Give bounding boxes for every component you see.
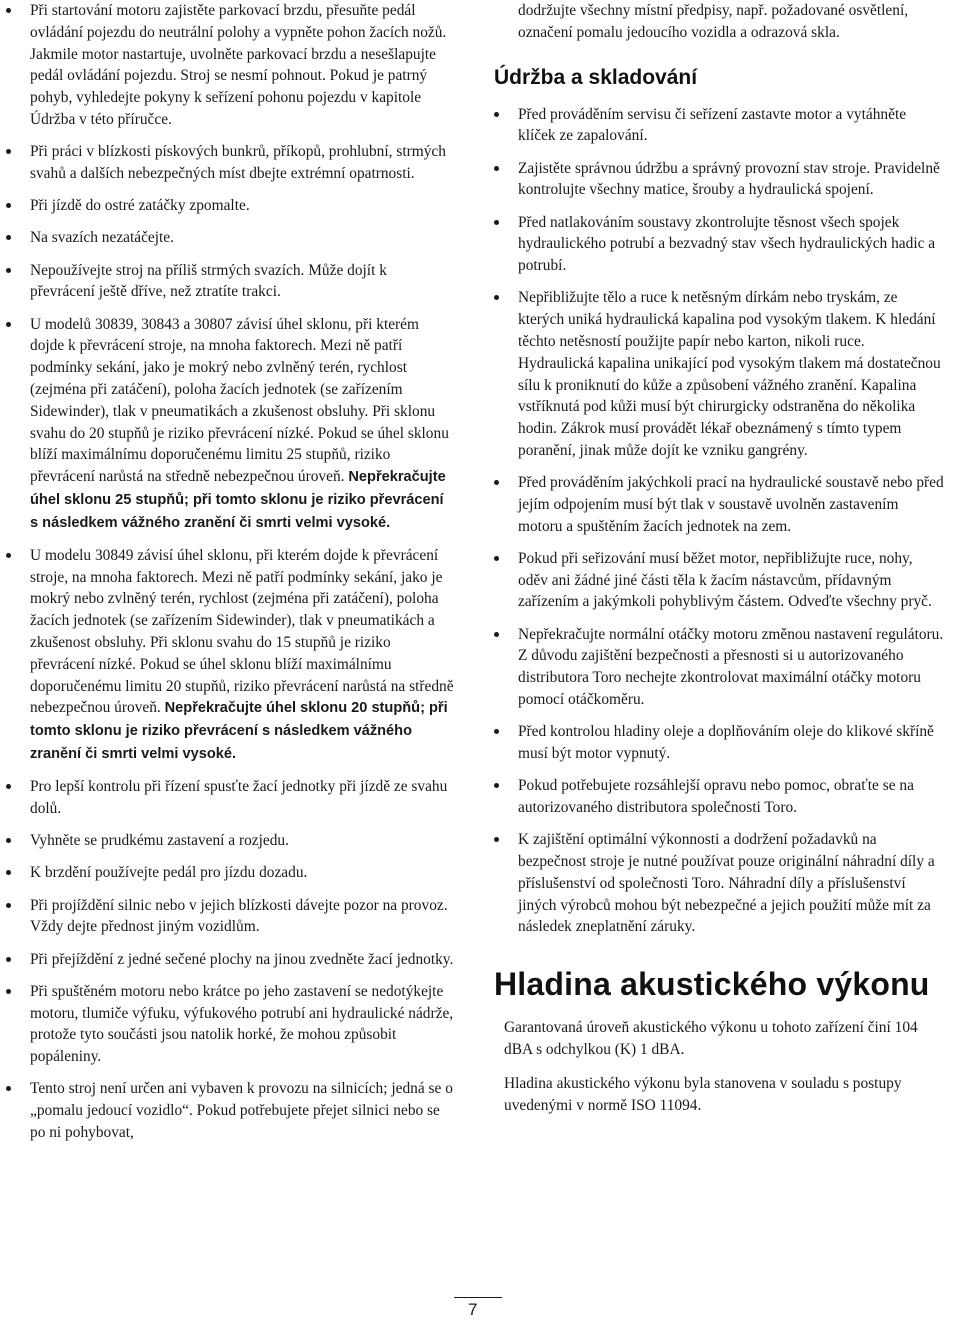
list-item-text: Nepřibližujte tělo a ruce k netěsným dírkám nebo tryskám, ze kterých uniká hydraulická kapalina pod vysokým tlakem. K hledání těchto netěsností použijte papír nebo karton, nikoli ruce. Hydraulická kapalina unikající pod vysokým tlakem má dostatečnou sílu k proniknutí do kůže a způsobení vážného zranění. Kapalina vstříknutá pod kůži musí být chirurgicky odstraněna do několika hodin. Zákrok musí provádět lékař obeznámený s tímto typem poranění, jinak může dojít ke vzniku gangrény. — [518, 289, 941, 459]
list-item-text: Pokud potřebujete rozsáhlejší opravu nebo pomoc, obraťte se na autorizovaného distributora společnosti Toro. — [518, 777, 914, 817]
list-item — [6, 949, 454, 971]
list-item-text: Před kontrolou hladiny oleje a doplňováním oleje do klikové skříně musí být motor vypnutý. — [518, 723, 934, 763]
list-item — [494, 472, 944, 537]
list-item-text: Při startování motoru zajistěte parkovací brzdu, přesuňte pedál ovládání pojezdu do neutrální polohy a vypněte pohon žacích nožů. Jakmile motor nastartuje, uvolněte parkovací brzdu a nesešlapujte pedál ovládání pojezdu. Stroj se nesmí pohnout. Pokud je patrný pohyb, vyhledejte pokyny k seřízení pohonu pojezdu v kapitole Údržba v této příručce. — [30, 2, 447, 128]
acoustic-heading: Hladina akustického výkonu — [494, 966, 930, 1003]
list-item-text: Před prováděním jakýchkoli prací na hydraulické soustavě nebo před jejím odpojením musí být tlak v soustavě uvolněn zastavením motoru a spuštěním žacích jednotek na zem. — [518, 474, 944, 535]
list-item-text: Nepřekračujte normální otáčky motoru změnou nastavení regulátoru. Z důvodu zajištění bezpečnosti a přesnosti si u autorizovaného distributora Toro nechejte zkontrolovat maximální otáčky motoru pomocí otáčkoměru. — [518, 625, 944, 709]
list-item — [6, 260, 454, 304]
list-item-text: Před prováděním servisu či seřízení zastavte motor a vytáhněte klíček ze zapalování. — [518, 105, 907, 145]
list-item-text: Při jízdě do ostré zatáčky zpomalte. — [30, 197, 250, 215]
list-item-text: Při práci v blízkosti pískových bunkrů, příkopů, prohlubní, strmých svahů a dalších nebezpečných míst dbejte extrémní opatrnosti. — [30, 143, 446, 182]
warning-text: Nepřekračujte úhel sklonu 25 stupňů; při tomto sklonu je riziko převrácení s následkem vážného zranění či smrti velmi vysoké. — [30, 469, 446, 531]
footer-rule — [454, 1297, 502, 1298]
continued-text: dodržujte všechny místní předpisy, např. požadované osvětlení, označení pomalu jedoucího vozidla a odrazová skla. — [518, 2, 909, 41]
list-item — [6, 776, 454, 820]
page-number: 7 — [468, 1300, 478, 1319]
list-item — [6, 981, 454, 1068]
list-item-text: U modelu 30849 závisí úhel sklonu, při kterém dojde k převrácení stroje, na mnoha faktorech. Mezi ně patří podmínky sekání, jako je mokrý nebo zvlněný terén, rychlost (zejména při zatáčení), poloha žacích jednotek (se zařízením Sidewinder), tlak v pneumatikách a zkušenost obsluhy. Při sklonu svahu do 15 stupňů je riziko převrácení nízké. Pokud se úhel sklonu blíží maximálnímu doporučenému limitu 20 stupňů, riziko převrácení narůstá na středně nebezpečnou úroveň. — [30, 546, 454, 717]
list-item — [6, 227, 454, 249]
list-item-text: Na svazích nezatáčejte. — [30, 229, 174, 247]
acoustic-paragraph-1: Garantovaná úroveň akustického výkonu u tohoto zařízení činí 104 dBA s odchylkou (K) 1 dBA. — [504, 1019, 918, 1058]
list-item-text: Před natlakováním soustavy zkontrolujte těsnost všech spojek hydraulického potrubí a bezvadný stav všech hydraulických hadic a potrubí. — [518, 213, 936, 275]
list-item — [494, 829, 944, 938]
list-item — [6, 862, 454, 884]
maintenance-list — [494, 104, 944, 939]
list-item-text: Při přejíždění z jedné sečené plochy na jinou zvedněte žací jednotky. — [30, 950, 454, 968]
safety-operation-list — [6, 0, 454, 1144]
list-item-text: K brzdění používejte pedál pro jízdu dozadu. — [30, 864, 308, 882]
list-item — [494, 721, 944, 765]
list-item-text: Vyhněte se prudkému zastavení a rozjedu. — [30, 832, 289, 850]
list-item — [6, 314, 454, 535]
list-item — [494, 104, 944, 148]
list-item-text: Nepoužívejte stroj na příliš strmých svazích. Může dojít k převrácení ještě dříve, než ztratíte trakci. — [30, 261, 387, 301]
right-column — [494, 0, 944, 1128]
list-item — [494, 212, 944, 277]
list-item-text: Pokud při seřizování musí běžet motor, nepřibližujte ruce, nohy, oděv ani žádné jiné části těla k žacím nástavcům, přídavným zařízením a jakýmkoli pohyblivým částem. Odveďte všechny pryč. — [518, 549, 932, 611]
list-item — [494, 775, 944, 819]
list-item — [494, 548, 944, 613]
list-item — [6, 895, 454, 939]
list-item — [6, 0, 454, 131]
list-item-text: Zajistěte správnou údržbu a správný provozní stav stroje. Pravidelně kontrolujte všechny matice, šrouby a hydraulická spojení. — [518, 159, 940, 199]
list-item — [6, 830, 454, 852]
list-item — [6, 141, 454, 185]
list-item — [494, 624, 944, 711]
list-item — [494, 158, 944, 202]
acoustic-paragraph-2: Hladina akustického výkonu byla stanovena v souladu s postupy uvedenými v normě ISO 11094. — [504, 1074, 902, 1114]
list-item-text: U modelů 30839, 30843 a 30807 závisí úhel sklonu, při kterém dojde k převrácení stroje, na mnoha faktorech. Mezi ně patří podmínky sekání, jako je mokrý nebo zvlněný terén, rychlost (zejména při zatáčení), poloha žacích jednotek (se zařízením Sidewinder), tlak v pneumatikách a zkušenost obsluhy. Při sklonu svahu do 20 stupňů je riziko převrácení nízké. Pokud se úhel sklonu blíží maximálnímu doporučenému limitu 25 stupňů, riziko převrácení narůstá na středně nebezpečnou úroveň. — [30, 315, 449, 486]
maintenance-heading: Údržba a skladování — [494, 65, 698, 89]
list-item — [6, 545, 454, 766]
list-item-text: Při projíždění silnic nebo v jejich blízkosti dávejte pozor na provoz. Vždy dejte přednost jiným vozidlům. — [30, 896, 448, 936]
list-item — [6, 1078, 454, 1143]
list-item — [6, 195, 454, 217]
list-item-text: Pro lepší kontrolu při řízení spusťte žací jednotky při jízdě ze svahu dolů. — [30, 778, 448, 818]
left-column — [6, 0, 454, 1154]
list-item-text: Tento stroj není určen ani vybaven k provozu na silnicích; jedná se o „pomalu jedoucí vozidlo“. Pokud potřebujete přejet silnici nebo se po ni pohybovat, — [30, 1080, 453, 1141]
list-item-text: K zajištění optimální výkonnosti a dodržení požadavků na bezpečnost stroje je nutné používat pouze originální náhradní díly a příslušenství od společnosti Toro. Náhradní díly a příslušenství jiných výrobců mohou být nebezpečné a jejich použití může mít za následek zneplatnění záruky. — [518, 831, 935, 936]
list-item-text: Při spuštěném motoru nebo krátce po jeho zastavení se nedotýkejte motoru, tlumiče výfuku, výfukového potrubí ani hydraulické nádrže, protože tyto součásti jsou natolik horké, že mohou způsobit popáleniny. — [30, 982, 454, 1066]
list-item — [494, 287, 944, 461]
warning-text: Nepřekračujte úhel sklonu 20 stupňů; při tomto sklonu je riziko převrácení s následkem vážného zranění či smrti velmi vysoké. — [30, 700, 448, 763]
